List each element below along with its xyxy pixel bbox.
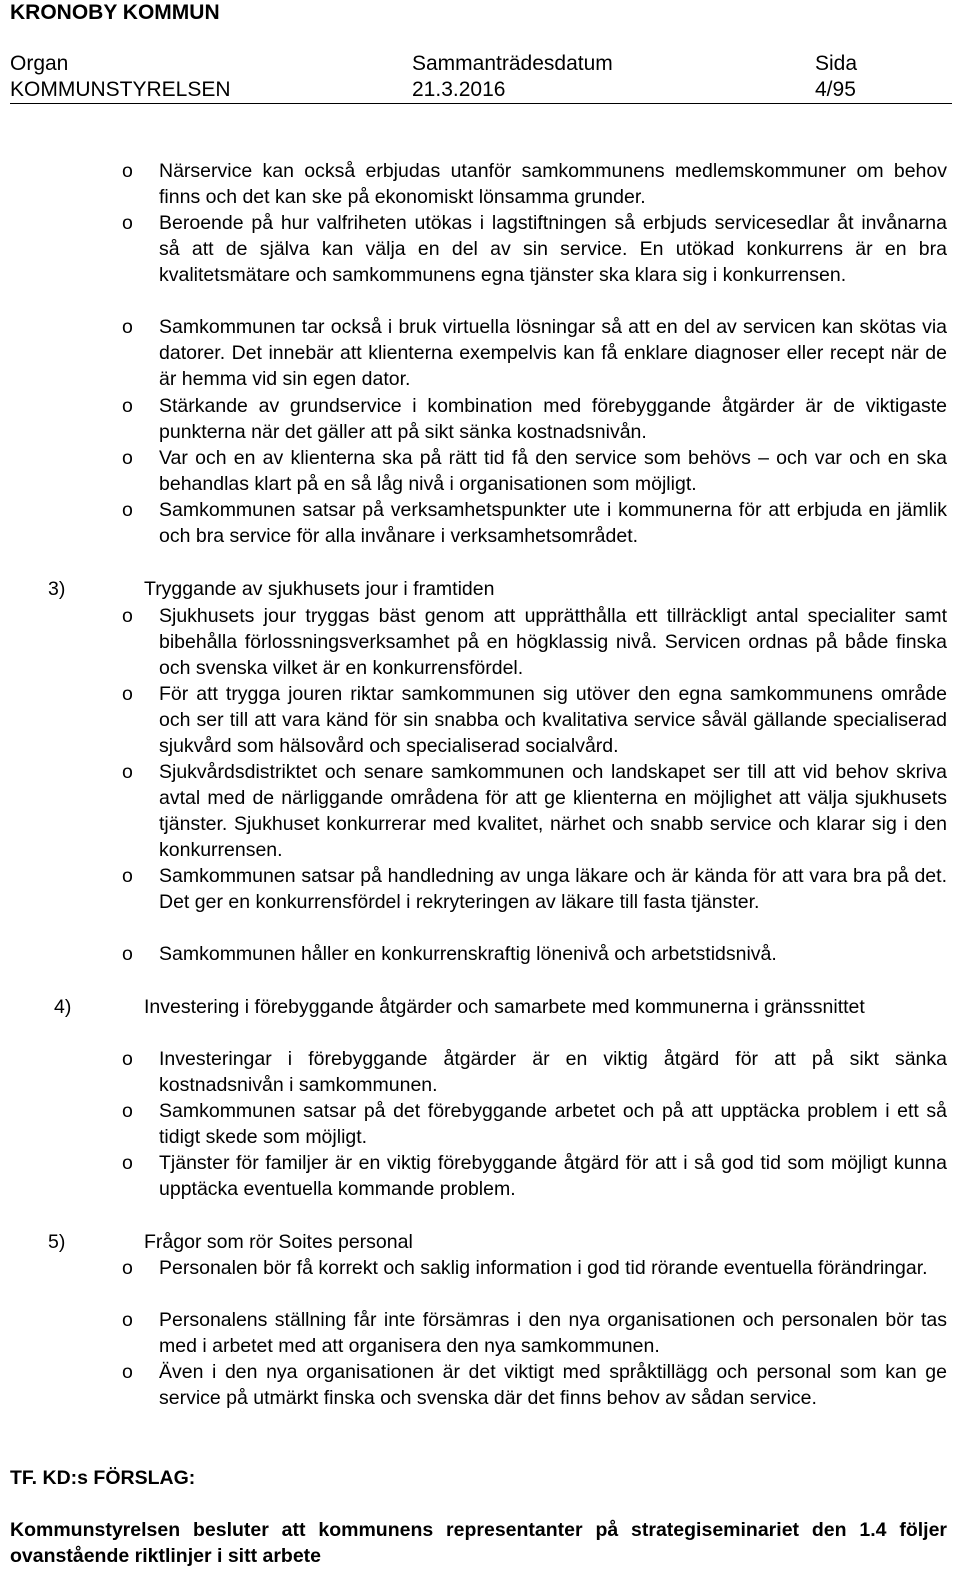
intro-bullet — [122, 445, 947, 497]
bullet-text: Personalen bör få korrekt och saklig information i god tid rörande eventuella förändringar. — [159, 1257, 928, 1279]
section-bullet — [122, 863, 947, 915]
section-bullet — [122, 603, 947, 681]
bullet-marker: o — [122, 1048, 133, 1070]
intro-bullet — [122, 158, 947, 210]
bullet-text: Samkommunen håller en konkurrenskraftig lönenivå och arbetstidsnivå. — [159, 943, 777, 965]
section-bullet — [122, 1255, 947, 1281]
bullet-text: Samkommunen satsar på det förebyggande arbetet och på att upptäcka problem i ett så tidigt skede som möjligt. — [159, 1100, 947, 1149]
bullet-marker: o — [122, 605, 133, 627]
bullet-text: Samkommunen satsar på handledning av unga läkare och är kända för att vara bra på det. Det ger en konkurrensfördel i rekryteringen av läkare till fasta tjänster. — [159, 865, 947, 914]
bullet-text: Var och en av klienterna ska på rätt tid få den service som behövs – och var och en ska behandlas klart på en så låg nivå i organisationen som möjligt. — [159, 447, 947, 496]
section-bullet — [122, 1150, 947, 1202]
bullet-marker: o — [122, 395, 133, 417]
header-divider — [10, 103, 952, 104]
proposal-title: TF. KD:s FÖRSLAG: — [10, 1467, 196, 1489]
section-title: Tryggande av sjukhusets jour i framtiden — [144, 578, 495, 600]
bullet-text: Även i den nya organisationen är det viktigt med språktillägg och personal som kan ge service på utmärkt finska och svenska där det finns behov av sådan service. — [159, 1361, 947, 1410]
page-label: Sida — [815, 52, 858, 75]
bullet-text: Sjukhusets jour tryggas bäst genom att upprätthålla ett tillräckligt antal specialiter samt bibehålla förlossningsverksamhet på en högklassig nivå. Servicen ordnas på både finska och svenska vilket är en konkurrensfördel. — [159, 605, 947, 680]
bullet-marker: o — [122, 761, 133, 783]
bullet-text: Tjänster för familjer är en viktig förebyggande åtgärd för att i så god tid som möjligt kunna upptäcka eventuella kommande problem. — [159, 1152, 947, 1201]
section-bullet — [122, 759, 947, 863]
bullet-marker: o — [122, 447, 133, 469]
bullet-marker: o — [122, 1361, 133, 1383]
intro-bullet — [122, 314, 947, 392]
section-bullet — [122, 1098, 947, 1150]
section-bullet — [122, 1046, 947, 1098]
page-number: 4/95 — [815, 78, 856, 101]
section-number: 4) — [54, 996, 72, 1018]
meeting-date-label: Sammanträdesdatum — [412, 52, 613, 75]
section-bullet — [122, 1307, 947, 1359]
section-number: 5) — [48, 1231, 66, 1253]
bullet-text: För att trygga jouren riktar samkommunen sig utöver den egna samkommunens område och ser till att vara känd för sin snabba och kvalitativa service såväl gällande specialiserad sjukvård som hälsovård och specialiserad socialvård. — [159, 683, 947, 758]
section-bullet — [122, 941, 947, 967]
bullet-marker: o — [122, 499, 133, 521]
bullet-text: Investeringar i förebyggande åtgärder är en viktig åtgärd för att på sikt sänka kostnadsnivån i samkommunen. — [159, 1048, 947, 1097]
section-bullet — [122, 1359, 947, 1411]
bullet-text: Samkommunen satsar på verksamhetspunkter ute i kommunerna för att erbjuda en jämlik och bra service för alla invånare i verksamhetsområdet. — [159, 499, 947, 548]
section-bullet — [122, 681, 947, 759]
bullet-marker: o — [122, 865, 133, 887]
bullet-marker: o — [122, 316, 133, 338]
bullet-text: Samkommunen tar också i bruk virtuella lösningar så att en del av servicen kan skötas via datorer. Det innebär att klienterna exempelvis kan få enklare diagnoser eller recept när de är hemma vid sin egen dator. — [159, 316, 947, 391]
section-number: 3) — [48, 578, 66, 600]
bullet-text: Personalens ställning får inte försämras i den nya organisationen och personalen bör tas med i arbetet med att organisera den nya samkommunen. — [159, 1309, 947, 1358]
organ-label: Organ — [10, 52, 69, 75]
organ-value: KOMMUNSTYRELSEN — [10, 78, 231, 101]
intro-bullet — [122, 210, 947, 288]
bullet-text: Stärkande av grundservice i kombination med förebyggande åtgärder är de viktigaste punkterna när det gäller att på sikt sänka kostnadsnivån. — [159, 395, 947, 444]
section-title: Investering i förebyggande åtgärder och samarbete med kommunerna i gränssnittet — [144, 996, 865, 1018]
bullet-marker: o — [122, 1152, 133, 1174]
bullet-marker: o — [122, 212, 133, 234]
proposal-text: Kommunstyrelsen besluter att kommunens representanter på strategiseminariet den 1.4 följer ovanstående riktlinjer i sitt arbete — [10, 1519, 947, 1567]
bullet-marker: o — [122, 943, 133, 965]
bullet-marker: o — [122, 1257, 133, 1279]
section-title: Frågor som rör Soites personal — [144, 1231, 413, 1253]
bullet-marker: o — [122, 1309, 133, 1331]
bullet-marker: o — [122, 683, 133, 705]
bullet-marker: o — [122, 1100, 133, 1122]
bullet-text: Närservice kan också erbjudas utanför samkommunens medlemskommuner om behov finns och det kan ske på ekonomiskt lönsamma grunder. — [159, 160, 947, 209]
bullet-marker: o — [122, 160, 133, 182]
intro-bullet — [122, 393, 947, 445]
meeting-date-value: 21.3.2016 — [412, 78, 506, 101]
bullet-text: Beroende på hur valfriheten utökas i lagstiftningen så erbjuds servicesedlar åt invånarna så att de själva kan välja en del av sin service. En utökad konkurrens är en bra kvalitetsmätare och samkommunens egna tjänster ska klara sig i konkurrensen. — [159, 212, 947, 287]
bullet-text: Sjukvårdsdistriktet och senare samkommunen och landskapet ser till att vid behov skriva avtal med de närliggande områdena för att ge klienterna en möjlighet att välja sjukhusets tjänster. Sjukhuset konkurrerar med kvalitet, närhet och snabb service och klarar sig i den konkurrensen. — [159, 761, 947, 862]
organization-name: KRONOBY KOMMUN — [10, 1, 220, 24]
intro-bullet — [122, 497, 947, 549]
